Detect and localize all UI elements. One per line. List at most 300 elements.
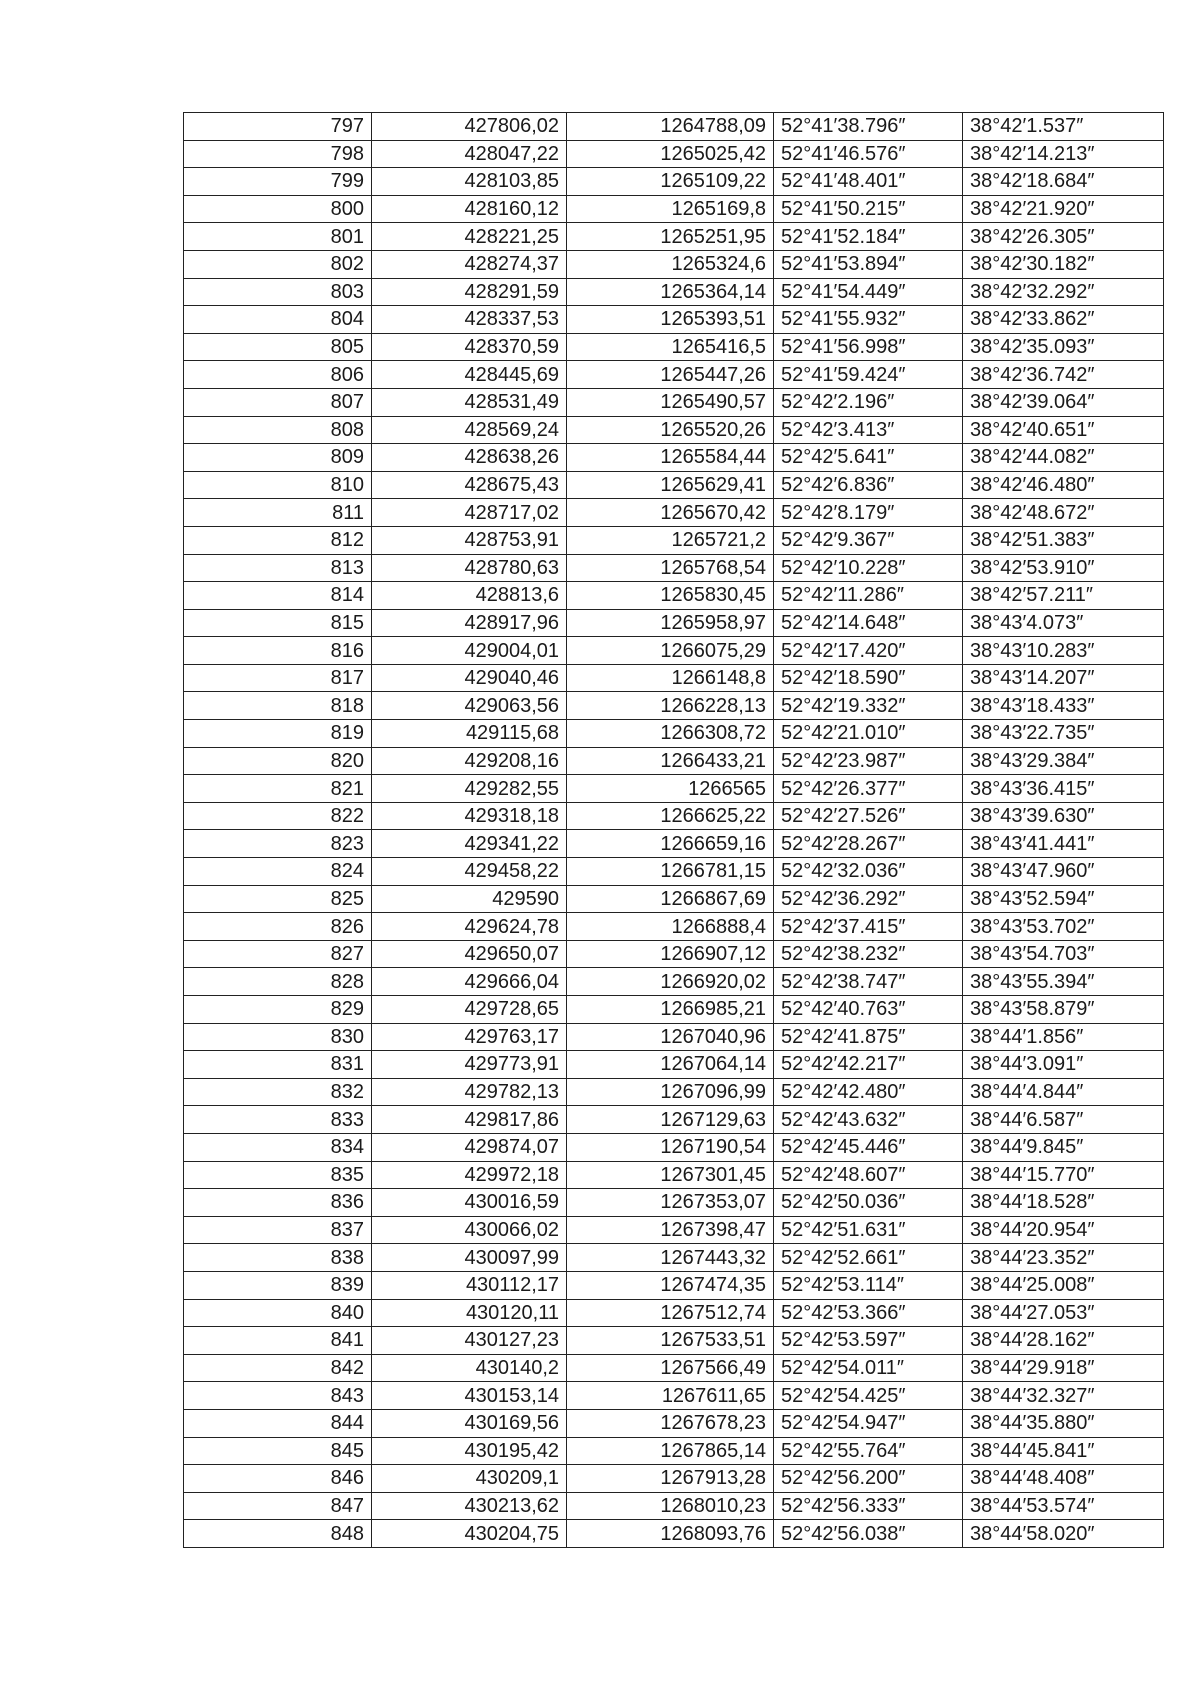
longitude-cell: 38°44′32.327″ — [963, 1382, 1164, 1410]
longitude-cell: 38°42′32.292″ — [963, 278, 1164, 306]
point-number-cell: 845 — [184, 1437, 372, 1465]
longitude-cell: 38°43′14.207″ — [963, 664, 1164, 692]
table-row — [184, 802, 1164, 830]
table-row — [184, 333, 1164, 361]
point-number-cell: 797 — [184, 113, 372, 141]
y-coordinate-cell: 1266985,21 — [567, 996, 774, 1024]
y-coordinate-cell: 1267913,28 — [567, 1465, 774, 1493]
point-number-cell: 812 — [184, 526, 372, 554]
x-coordinate-cell: 429040,46 — [372, 664, 567, 692]
y-coordinate-cell: 1266433,21 — [567, 747, 774, 775]
latitude-cell: 52°42′51.631″ — [774, 1216, 963, 1244]
y-coordinate-cell: 1264788,09 — [567, 113, 774, 141]
point-number-cell: 829 — [184, 996, 372, 1024]
latitude-cell: 52°42′2.196″ — [774, 388, 963, 416]
latitude-cell: 52°41′48.401″ — [774, 168, 963, 196]
longitude-cell: 38°43′36.415″ — [963, 775, 1164, 803]
coordinates-table-body — [184, 113, 1164, 1548]
y-coordinate-cell: 1267040,96 — [567, 1023, 774, 1051]
point-number-cell: 821 — [184, 775, 372, 803]
point-number-cell: 819 — [184, 720, 372, 748]
point-number-cell: 823 — [184, 830, 372, 858]
y-coordinate-cell: 1266907,12 — [567, 940, 774, 968]
latitude-cell: 52°42′53.366″ — [774, 1299, 963, 1327]
x-coordinate-cell: 429666,04 — [372, 968, 567, 996]
point-number-cell: 838 — [184, 1244, 372, 1272]
latitude-cell: 52°42′54.011″ — [774, 1354, 963, 1382]
point-number-cell: 800 — [184, 195, 372, 223]
x-coordinate-cell: 428160,12 — [372, 195, 567, 223]
longitude-cell: 38°43′54.703″ — [963, 940, 1164, 968]
longitude-cell: 38°43′22.735″ — [963, 720, 1164, 748]
table-row — [184, 278, 1164, 306]
table-row — [184, 1299, 1164, 1327]
x-coordinate-cell: 429874,07 — [372, 1133, 567, 1161]
table-row — [184, 168, 1164, 196]
y-coordinate-cell: 1267353,07 — [567, 1189, 774, 1217]
point-number-cell: 811 — [184, 499, 372, 527]
longitude-cell: 38°43′39.630″ — [963, 802, 1164, 830]
longitude-cell: 38°44′23.352″ — [963, 1244, 1164, 1272]
x-coordinate-cell: 429318,18 — [372, 802, 567, 830]
point-number-cell: 802 — [184, 250, 372, 278]
point-number-cell: 833 — [184, 1106, 372, 1134]
table-row — [184, 306, 1164, 334]
x-coordinate-cell: 428531,49 — [372, 388, 567, 416]
latitude-cell: 52°42′8.179″ — [774, 499, 963, 527]
latitude-cell: 52°42′53.597″ — [774, 1327, 963, 1355]
x-coordinate-cell: 428103,85 — [372, 168, 567, 196]
latitude-cell: 52°42′48.607″ — [774, 1161, 963, 1189]
latitude-cell: 52°41′59.424″ — [774, 361, 963, 389]
point-number-cell: 803 — [184, 278, 372, 306]
longitude-cell: 38°42′48.672″ — [963, 499, 1164, 527]
point-number-cell: 844 — [184, 1409, 372, 1437]
y-coordinate-cell: 1265958,97 — [567, 609, 774, 637]
latitude-cell: 52°41′46.576″ — [774, 140, 963, 168]
table-row — [184, 1189, 1164, 1217]
x-coordinate-cell: 430120,11 — [372, 1299, 567, 1327]
y-coordinate-cell: 1266659,16 — [567, 830, 774, 858]
table-row — [184, 526, 1164, 554]
point-number-cell: 815 — [184, 609, 372, 637]
table-row — [184, 775, 1164, 803]
table-row — [184, 1437, 1164, 1465]
table-row — [184, 858, 1164, 886]
x-coordinate-cell: 430016,59 — [372, 1189, 567, 1217]
latitude-cell: 52°42′3.413″ — [774, 416, 963, 444]
y-coordinate-cell: 1266888,4 — [567, 913, 774, 941]
y-coordinate-cell: 1265025,42 — [567, 140, 774, 168]
point-number-cell: 830 — [184, 1023, 372, 1051]
latitude-cell: 52°42′10.228″ — [774, 554, 963, 582]
y-coordinate-cell: 1266867,69 — [567, 885, 774, 913]
x-coordinate-cell: 429458,22 — [372, 858, 567, 886]
longitude-cell: 38°42′36.742″ — [963, 361, 1164, 389]
longitude-cell: 38°42′30.182″ — [963, 250, 1164, 278]
longitude-cell: 38°44′28.162″ — [963, 1327, 1164, 1355]
table-row — [184, 940, 1164, 968]
x-coordinate-cell: 429063,56 — [372, 692, 567, 720]
y-coordinate-cell: 1267398,47 — [567, 1216, 774, 1244]
table-row — [184, 1492, 1164, 1520]
table-row — [184, 637, 1164, 665]
point-number-cell: 816 — [184, 637, 372, 665]
point-number-cell: 810 — [184, 471, 372, 499]
table-row — [184, 1271, 1164, 1299]
point-number-cell: 839 — [184, 1271, 372, 1299]
y-coordinate-cell: 1266228,13 — [567, 692, 774, 720]
point-number-cell: 817 — [184, 664, 372, 692]
latitude-cell: 52°42′55.764″ — [774, 1437, 963, 1465]
point-number-cell: 843 — [184, 1382, 372, 1410]
x-coordinate-cell: 429341,22 — [372, 830, 567, 858]
point-number-cell: 837 — [184, 1216, 372, 1244]
point-number-cell: 834 — [184, 1133, 372, 1161]
latitude-cell: 52°42′5.641″ — [774, 444, 963, 472]
point-number-cell: 798 — [184, 140, 372, 168]
point-number-cell: 809 — [184, 444, 372, 472]
x-coordinate-cell: 429763,17 — [372, 1023, 567, 1051]
y-coordinate-cell: 1265447,26 — [567, 361, 774, 389]
longitude-cell: 38°43′4.073″ — [963, 609, 1164, 637]
table-row — [184, 113, 1164, 141]
table-row — [184, 1244, 1164, 1272]
latitude-cell: 52°42′56.333″ — [774, 1492, 963, 1520]
longitude-cell: 38°42′57.211″ — [963, 582, 1164, 610]
x-coordinate-cell: 430097,99 — [372, 1244, 567, 1272]
x-coordinate-cell: 429590 — [372, 885, 567, 913]
x-coordinate-cell: 428813,6 — [372, 582, 567, 610]
latitude-cell: 52°42′38.747″ — [774, 968, 963, 996]
table-row — [184, 1161, 1164, 1189]
longitude-cell: 38°43′47.960″ — [963, 858, 1164, 886]
point-number-cell: 836 — [184, 1189, 372, 1217]
table-row — [184, 913, 1164, 941]
y-coordinate-cell: 1265629,41 — [567, 471, 774, 499]
x-coordinate-cell: 428047,22 — [372, 140, 567, 168]
longitude-cell: 38°44′3.091″ — [963, 1051, 1164, 1079]
latitude-cell: 52°42′21.010″ — [774, 720, 963, 748]
y-coordinate-cell: 1267096,99 — [567, 1078, 774, 1106]
x-coordinate-cell: 429004,01 — [372, 637, 567, 665]
point-number-cell: 835 — [184, 1161, 372, 1189]
longitude-cell: 38°43′41.441″ — [963, 830, 1164, 858]
y-coordinate-cell: 1265830,45 — [567, 582, 774, 610]
point-number-cell: 826 — [184, 913, 372, 941]
latitude-cell: 52°42′50.036″ — [774, 1189, 963, 1217]
longitude-cell: 38°42′40.651″ — [963, 416, 1164, 444]
y-coordinate-cell: 1268093,76 — [567, 1520, 774, 1548]
x-coordinate-cell: 428675,43 — [372, 471, 567, 499]
latitude-cell: 52°42′11.286″ — [774, 582, 963, 610]
x-coordinate-cell: 429972,18 — [372, 1161, 567, 1189]
latitude-cell: 52°42′41.875″ — [774, 1023, 963, 1051]
longitude-cell: 38°44′27.053″ — [963, 1299, 1164, 1327]
y-coordinate-cell: 1267064,14 — [567, 1051, 774, 1079]
table-row — [184, 885, 1164, 913]
table-row — [184, 223, 1164, 251]
x-coordinate-cell: 428370,59 — [372, 333, 567, 361]
y-coordinate-cell: 1265768,54 — [567, 554, 774, 582]
coordinates-table — [183, 112, 1164, 1548]
table-row — [184, 830, 1164, 858]
point-number-cell: 831 — [184, 1051, 372, 1079]
table-row — [184, 140, 1164, 168]
point-number-cell: 847 — [184, 1492, 372, 1520]
point-number-cell: 827 — [184, 940, 372, 968]
y-coordinate-cell: 1265416,5 — [567, 333, 774, 361]
y-coordinate-cell: 1266148,8 — [567, 664, 774, 692]
table-row — [184, 1051, 1164, 1079]
point-number-cell: 808 — [184, 416, 372, 444]
longitude-cell: 38°44′6.587″ — [963, 1106, 1164, 1134]
longitude-cell: 38°44′53.574″ — [963, 1492, 1164, 1520]
table-row — [184, 720, 1164, 748]
y-coordinate-cell: 1267512,74 — [567, 1299, 774, 1327]
point-number-cell: 801 — [184, 223, 372, 251]
longitude-cell: 38°42′18.684″ — [963, 168, 1164, 196]
y-coordinate-cell: 1265721,2 — [567, 526, 774, 554]
longitude-cell: 38°42′46.480″ — [963, 471, 1164, 499]
longitude-cell: 38°42′21.920″ — [963, 195, 1164, 223]
x-coordinate-cell: 428717,02 — [372, 499, 567, 527]
table-row — [184, 1023, 1164, 1051]
latitude-cell: 52°42′17.420″ — [774, 637, 963, 665]
table-row — [184, 444, 1164, 472]
point-number-cell: 818 — [184, 692, 372, 720]
x-coordinate-cell: 428753,91 — [372, 526, 567, 554]
point-number-cell: 848 — [184, 1520, 372, 1548]
x-coordinate-cell: 430066,02 — [372, 1216, 567, 1244]
point-number-cell: 822 — [184, 802, 372, 830]
y-coordinate-cell: 1265584,44 — [567, 444, 774, 472]
latitude-cell: 52°41′38.796″ — [774, 113, 963, 141]
latitude-cell: 52°41′53.894″ — [774, 250, 963, 278]
y-coordinate-cell: 1267443,32 — [567, 1244, 774, 1272]
latitude-cell: 52°42′14.648″ — [774, 609, 963, 637]
latitude-cell: 52°42′45.446″ — [774, 1133, 963, 1161]
point-number-cell: 820 — [184, 747, 372, 775]
x-coordinate-cell: 428337,53 — [372, 306, 567, 334]
y-coordinate-cell: 1267190,54 — [567, 1133, 774, 1161]
y-coordinate-cell: 1265324,6 — [567, 250, 774, 278]
longitude-cell: 38°44′29.918″ — [963, 1354, 1164, 1382]
latitude-cell: 52°42′53.114″ — [774, 1271, 963, 1299]
latitude-cell: 52°42′6.836″ — [774, 471, 963, 499]
y-coordinate-cell: 1267533,51 — [567, 1327, 774, 1355]
point-number-cell: 813 — [184, 554, 372, 582]
longitude-cell: 38°42′14.213″ — [963, 140, 1164, 168]
table-row — [184, 554, 1164, 582]
x-coordinate-cell: 430153,14 — [372, 1382, 567, 1410]
y-coordinate-cell: 1265364,14 — [567, 278, 774, 306]
table-row — [184, 195, 1164, 223]
table-row — [184, 361, 1164, 389]
y-coordinate-cell: 1266920,02 — [567, 968, 774, 996]
point-number-cell: 799 — [184, 168, 372, 196]
table-row — [184, 1078, 1164, 1106]
x-coordinate-cell: 429773,91 — [372, 1051, 567, 1079]
x-coordinate-cell: 429115,68 — [372, 720, 567, 748]
longitude-cell: 38°43′52.594″ — [963, 885, 1164, 913]
latitude-cell: 52°42′23.987″ — [774, 747, 963, 775]
point-number-cell: 805 — [184, 333, 372, 361]
table-row — [184, 1520, 1164, 1548]
longitude-cell: 38°42′39.064″ — [963, 388, 1164, 416]
point-number-cell: 840 — [184, 1299, 372, 1327]
latitude-cell: 52°42′18.590″ — [774, 664, 963, 692]
longitude-cell: 38°44′58.020″ — [963, 1520, 1164, 1548]
x-coordinate-cell: 430204,75 — [372, 1520, 567, 1548]
x-coordinate-cell: 430209,1 — [372, 1465, 567, 1493]
longitude-cell: 38°42′53.910″ — [963, 554, 1164, 582]
longitude-cell: 38°44′1.856″ — [963, 1023, 1164, 1051]
x-coordinate-cell: 429728,65 — [372, 996, 567, 1024]
longitude-cell: 38°44′9.845″ — [963, 1133, 1164, 1161]
latitude-cell: 52°41′52.184″ — [774, 223, 963, 251]
x-coordinate-cell: 430169,56 — [372, 1409, 567, 1437]
x-coordinate-cell: 428274,37 — [372, 250, 567, 278]
latitude-cell: 52°42′9.367″ — [774, 526, 963, 554]
latitude-cell: 52°42′38.232″ — [774, 940, 963, 968]
y-coordinate-cell: 1265670,42 — [567, 499, 774, 527]
table-row — [184, 664, 1164, 692]
latitude-cell: 52°42′36.292″ — [774, 885, 963, 913]
latitude-cell: 52°42′42.217″ — [774, 1051, 963, 1079]
y-coordinate-cell: 1265393,51 — [567, 306, 774, 334]
longitude-cell: 38°43′55.394″ — [963, 968, 1164, 996]
x-coordinate-cell: 428291,59 — [372, 278, 567, 306]
latitude-cell: 52°42′40.763″ — [774, 996, 963, 1024]
table-row — [184, 1133, 1164, 1161]
table-row — [184, 996, 1164, 1024]
table-row — [184, 1465, 1164, 1493]
table-row — [184, 1382, 1164, 1410]
longitude-cell: 38°43′18.433″ — [963, 692, 1164, 720]
latitude-cell: 52°42′52.661″ — [774, 1244, 963, 1272]
longitude-cell: 38°44′45.841″ — [963, 1437, 1164, 1465]
y-coordinate-cell: 1267129,63 — [567, 1106, 774, 1134]
y-coordinate-cell: 1266308,72 — [567, 720, 774, 748]
point-number-cell: 814 — [184, 582, 372, 610]
longitude-cell: 38°43′10.283″ — [963, 637, 1164, 665]
latitude-cell: 52°42′54.947″ — [774, 1409, 963, 1437]
point-number-cell: 846 — [184, 1465, 372, 1493]
y-coordinate-cell: 1265169,8 — [567, 195, 774, 223]
table-row — [184, 1216, 1164, 1244]
latitude-cell: 52°42′27.526″ — [774, 802, 963, 830]
x-coordinate-cell: 428780,63 — [372, 554, 567, 582]
longitude-cell: 38°42′35.093″ — [963, 333, 1164, 361]
table-row — [184, 609, 1164, 637]
latitude-cell: 52°42′37.415″ — [774, 913, 963, 941]
x-coordinate-cell: 430213,62 — [372, 1492, 567, 1520]
x-coordinate-cell: 428445,69 — [372, 361, 567, 389]
x-coordinate-cell: 429282,55 — [372, 775, 567, 803]
x-coordinate-cell: 429782,13 — [372, 1078, 567, 1106]
y-coordinate-cell: 1266781,15 — [567, 858, 774, 886]
latitude-cell: 52°41′56.998″ — [774, 333, 963, 361]
longitude-cell: 38°43′29.384″ — [963, 747, 1164, 775]
y-coordinate-cell: 1267865,14 — [567, 1437, 774, 1465]
longitude-cell: 38°44′18.528″ — [963, 1189, 1164, 1217]
latitude-cell: 52°42′32.036″ — [774, 858, 963, 886]
longitude-cell: 38°44′35.880″ — [963, 1409, 1164, 1437]
y-coordinate-cell: 1267611,65 — [567, 1382, 774, 1410]
y-coordinate-cell: 1268010,23 — [567, 1492, 774, 1520]
longitude-cell: 38°42′26.305″ — [963, 223, 1164, 251]
latitude-cell: 52°42′56.200″ — [774, 1465, 963, 1493]
point-number-cell: 806 — [184, 361, 372, 389]
table-row — [184, 388, 1164, 416]
y-coordinate-cell: 1267301,45 — [567, 1161, 774, 1189]
longitude-cell: 38°44′48.408″ — [963, 1465, 1164, 1493]
point-number-cell: 804 — [184, 306, 372, 334]
y-coordinate-cell: 1267566,49 — [567, 1354, 774, 1382]
table-row — [184, 747, 1164, 775]
point-number-cell: 842 — [184, 1354, 372, 1382]
y-coordinate-cell: 1267678,23 — [567, 1409, 774, 1437]
x-coordinate-cell: 430112,17 — [372, 1271, 567, 1299]
point-number-cell: 807 — [184, 388, 372, 416]
y-coordinate-cell: 1266075,29 — [567, 637, 774, 665]
longitude-cell: 38°42′51.383″ — [963, 526, 1164, 554]
point-number-cell: 825 — [184, 885, 372, 913]
table-row — [184, 968, 1164, 996]
y-coordinate-cell: 1265520,26 — [567, 416, 774, 444]
table-row — [184, 471, 1164, 499]
longitude-cell: 38°43′53.702″ — [963, 913, 1164, 941]
x-coordinate-cell: 428917,96 — [372, 609, 567, 637]
latitude-cell: 52°42′56.038″ — [774, 1520, 963, 1548]
latitude-cell: 52°42′54.425″ — [774, 1382, 963, 1410]
longitude-cell: 38°42′1.537″ — [963, 113, 1164, 141]
point-number-cell: 832 — [184, 1078, 372, 1106]
y-coordinate-cell: 1266625,22 — [567, 802, 774, 830]
table-row — [184, 582, 1164, 610]
x-coordinate-cell: 428221,25 — [372, 223, 567, 251]
table-row — [184, 692, 1164, 720]
y-coordinate-cell: 1265490,57 — [567, 388, 774, 416]
latitude-cell: 52°42′43.632″ — [774, 1106, 963, 1134]
table-row — [184, 1327, 1164, 1355]
x-coordinate-cell: 428638,26 — [372, 444, 567, 472]
x-coordinate-cell: 427806,02 — [372, 113, 567, 141]
x-coordinate-cell: 429650,07 — [372, 940, 567, 968]
longitude-cell: 38°44′4.844″ — [963, 1078, 1164, 1106]
y-coordinate-cell: 1265109,22 — [567, 168, 774, 196]
table-row — [184, 1409, 1164, 1437]
point-number-cell: 824 — [184, 858, 372, 886]
x-coordinate-cell: 430195,42 — [372, 1437, 567, 1465]
latitude-cell: 52°42′28.267″ — [774, 830, 963, 858]
x-coordinate-cell: 429624,78 — [372, 913, 567, 941]
table-row — [184, 1354, 1164, 1382]
x-coordinate-cell: 429208,16 — [372, 747, 567, 775]
longitude-cell: 38°44′25.008″ — [963, 1271, 1164, 1299]
latitude-cell: 52°41′55.932″ — [774, 306, 963, 334]
x-coordinate-cell: 429817,86 — [372, 1106, 567, 1134]
latitude-cell: 52°42′19.332″ — [774, 692, 963, 720]
latitude-cell: 52°41′54.449″ — [774, 278, 963, 306]
longitude-cell: 38°42′33.862″ — [963, 306, 1164, 334]
y-coordinate-cell: 1265251,95 — [567, 223, 774, 251]
table-row — [184, 416, 1164, 444]
x-coordinate-cell: 430127,23 — [372, 1327, 567, 1355]
y-coordinate-cell: 1266565 — [567, 775, 774, 803]
longitude-cell: 38°44′15.770″ — [963, 1161, 1164, 1189]
